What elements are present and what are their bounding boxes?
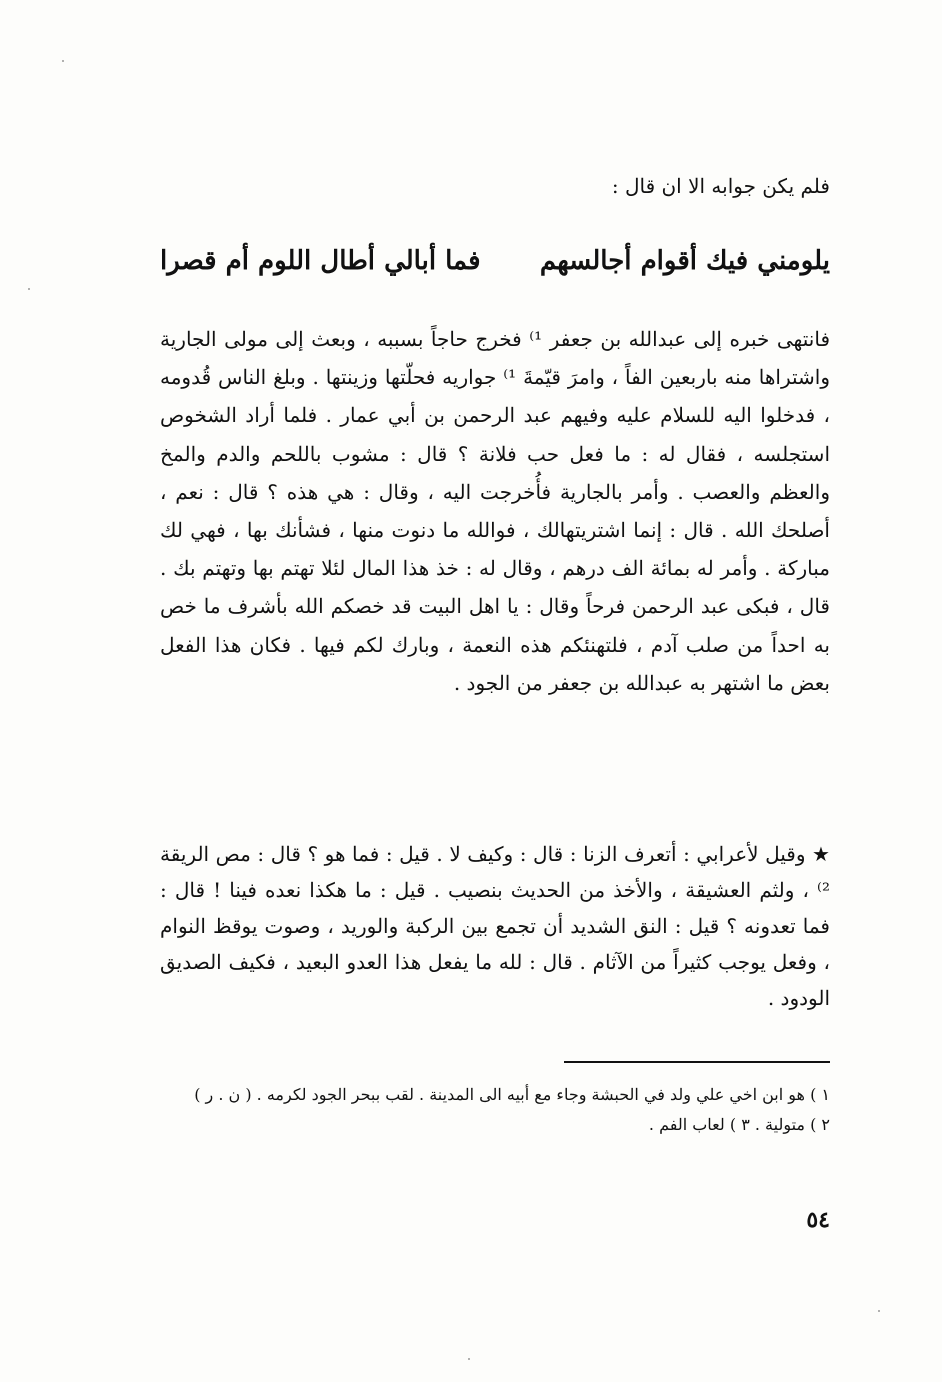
paper-speck <box>878 1310 880 1312</box>
paper-speck <box>62 60 64 62</box>
footnote-1: ١ ) هو ابن اخي علي ولد في الحبشة وجاء مع أبيه الى المدينة . لقب ببحر الجود لكرمه . ( ن . ر ) <box>194 1085 830 1104</box>
paper-speck <box>28 288 30 290</box>
paragraph-1-text: فانتهى خبره إلى عبدالله بن جعفر ¹⁾ فخرج حاجاً بسببه ، وبعث إلى مولى الجارية واشتراها منه باربعين الفاً ، وامرَ قيّمةَ ¹⁾ جواريه فحلّتها وزينتها . وبلغ الناس قُدومه ، فدخلوا اليه للسلام عليه وفيهم عبد الرحمن بن أبي عمار . فلما أراد الشخوص استجلسه ، فقال له : ما فعل حب فلانة ؟ قال : مشوب باللحم والدم والمخ والعظم والعصب . وأمر بالجارية فأُخرجت اليه ، وقال : هي هذه ؟ قال : نعم ، أصلحك الله . قال : إنما اشتريتهالك ، فوالله ما دنوت منها ، فشأنك بها ، فهي لك مباركة . وأمر له بمائة الف درهم ، وقال له : خذ هذا المال لئلا تهتم بها وتهتم بك . قال ، فبكى عبد الرحمن فرحاً وقال : يا اهل البيت قد خصكم الله بأشرف ما خص به احداً من صلب آدم ، فلتهنئكم هذه النعمة ، وبارك لكم فيها . فكان هذا الفعل بعض ما اشتهر به عبدالله بن جعفر من الجود . <box>160 327 831 695</box>
footnote-divider <box>564 1061 830 1063</box>
paragraph-1 <box>160 320 830 702</box>
paragraph-2-text: ★ وقيل لأعرابي : أتعرف الزنا : قال : وكيف لا . قيل : فما هو ؟ قال : مص الريقة ²⁾ ، ولثم العشيقة ، والأخذ من الحديث بنصيب . قيل : ما هكذا نعده فينا ! قال : فما تعدونه ؟ قيل : النق الشديد أن تجمع بين الركبة والوريد ، وصوت يوقظ النوام ، وفعل يوجب كثيراً من الآثام . قال : لله ما يفعل هذا العدو البعيد ، فكيف الصديق الودود . <box>160 842 830 1010</box>
paragraph-2 <box>160 836 830 1016</box>
footnotes <box>160 1080 830 1140</box>
paper-speck <box>468 1358 470 1360</box>
poetry-verse <box>160 238 830 284</box>
footnote-2: ٢ ) متولية . ٣ ) لعاب الفم . <box>648 1115 830 1134</box>
verse-second-hemistich: فما أبالي أطال اللوم أم قصرا <box>160 246 481 276</box>
page-number: ٥٤ <box>806 1207 830 1233</box>
verse-first-hemistich: يلومني فيك أقوام أجالسهم <box>539 246 830 276</box>
intro-line: فلم يكن جوابه الا ان قال : <box>611 174 830 198</box>
